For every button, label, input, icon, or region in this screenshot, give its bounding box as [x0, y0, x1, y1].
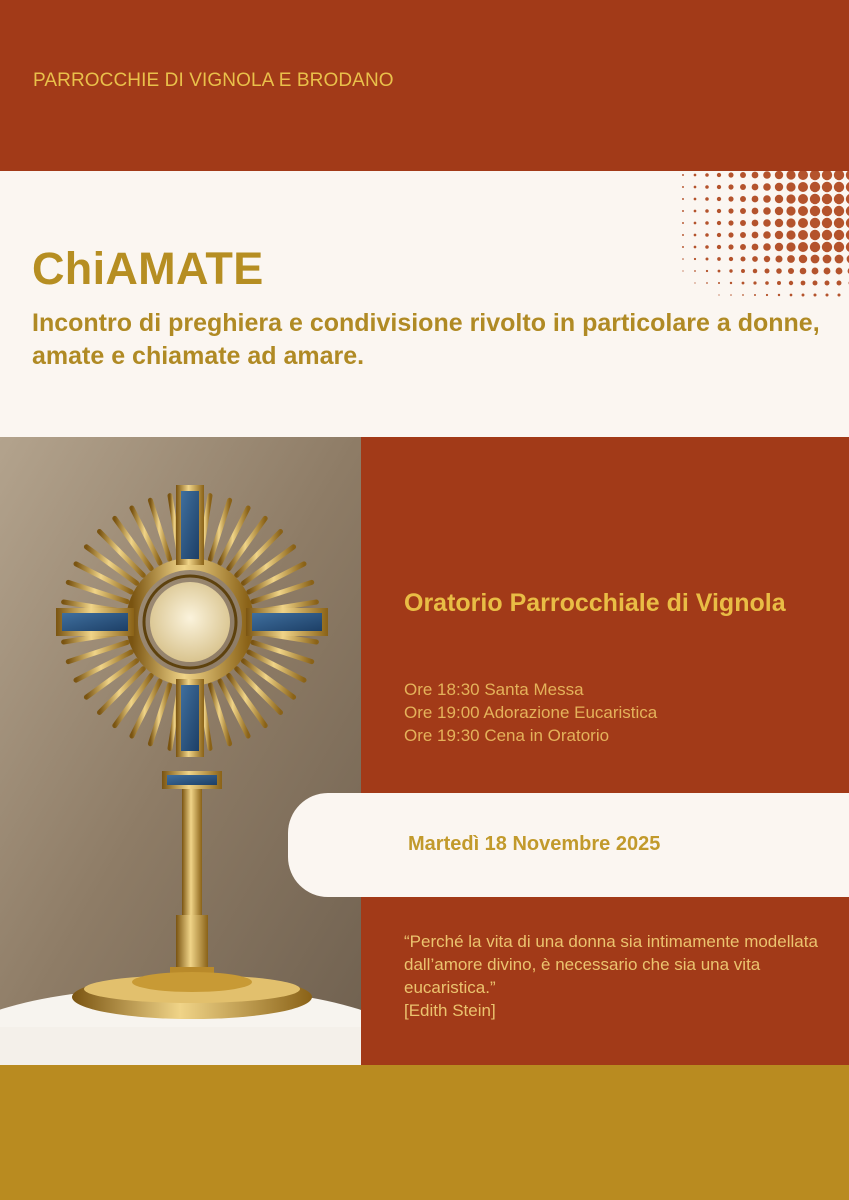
schedule-item: Ore 19:30 Cena in Oratorio [404, 726, 610, 745]
event-title: ChiAMATE [32, 243, 264, 294]
quote-block [404, 930, 824, 1022]
schedule-list [404, 678, 657, 747]
event-subtitle: Incontro di preghiera e condivisione rivolto in particolare a donne, amate e chiamate ad amare. [32, 309, 820, 370]
quote-author: [Edith Stein] [404, 1001, 496, 1020]
parish-name: PARROCCHIE DI VIGNOLA E BRODANO [33, 70, 394, 91]
halftone-pattern [649, 171, 849, 301]
schedule-item: Ore 19:00 Adorazione Eucaristica [404, 703, 658, 722]
quote-text: “Perché la vita di una donna sia intimamente modellata dall’amore divino, è necessario che sia una vita eucaristica.” [404, 932, 818, 997]
schedule-item: Ore 18:30 Santa Messa [404, 680, 584, 699]
venue-name: Oratorio Parrocchiale di Vignola [404, 589, 786, 617]
footer-band [0, 1065, 849, 1200]
monstrance-image [0, 437, 361, 1065]
event-date: Martedì 18 Novembre 2025 [408, 833, 661, 855]
